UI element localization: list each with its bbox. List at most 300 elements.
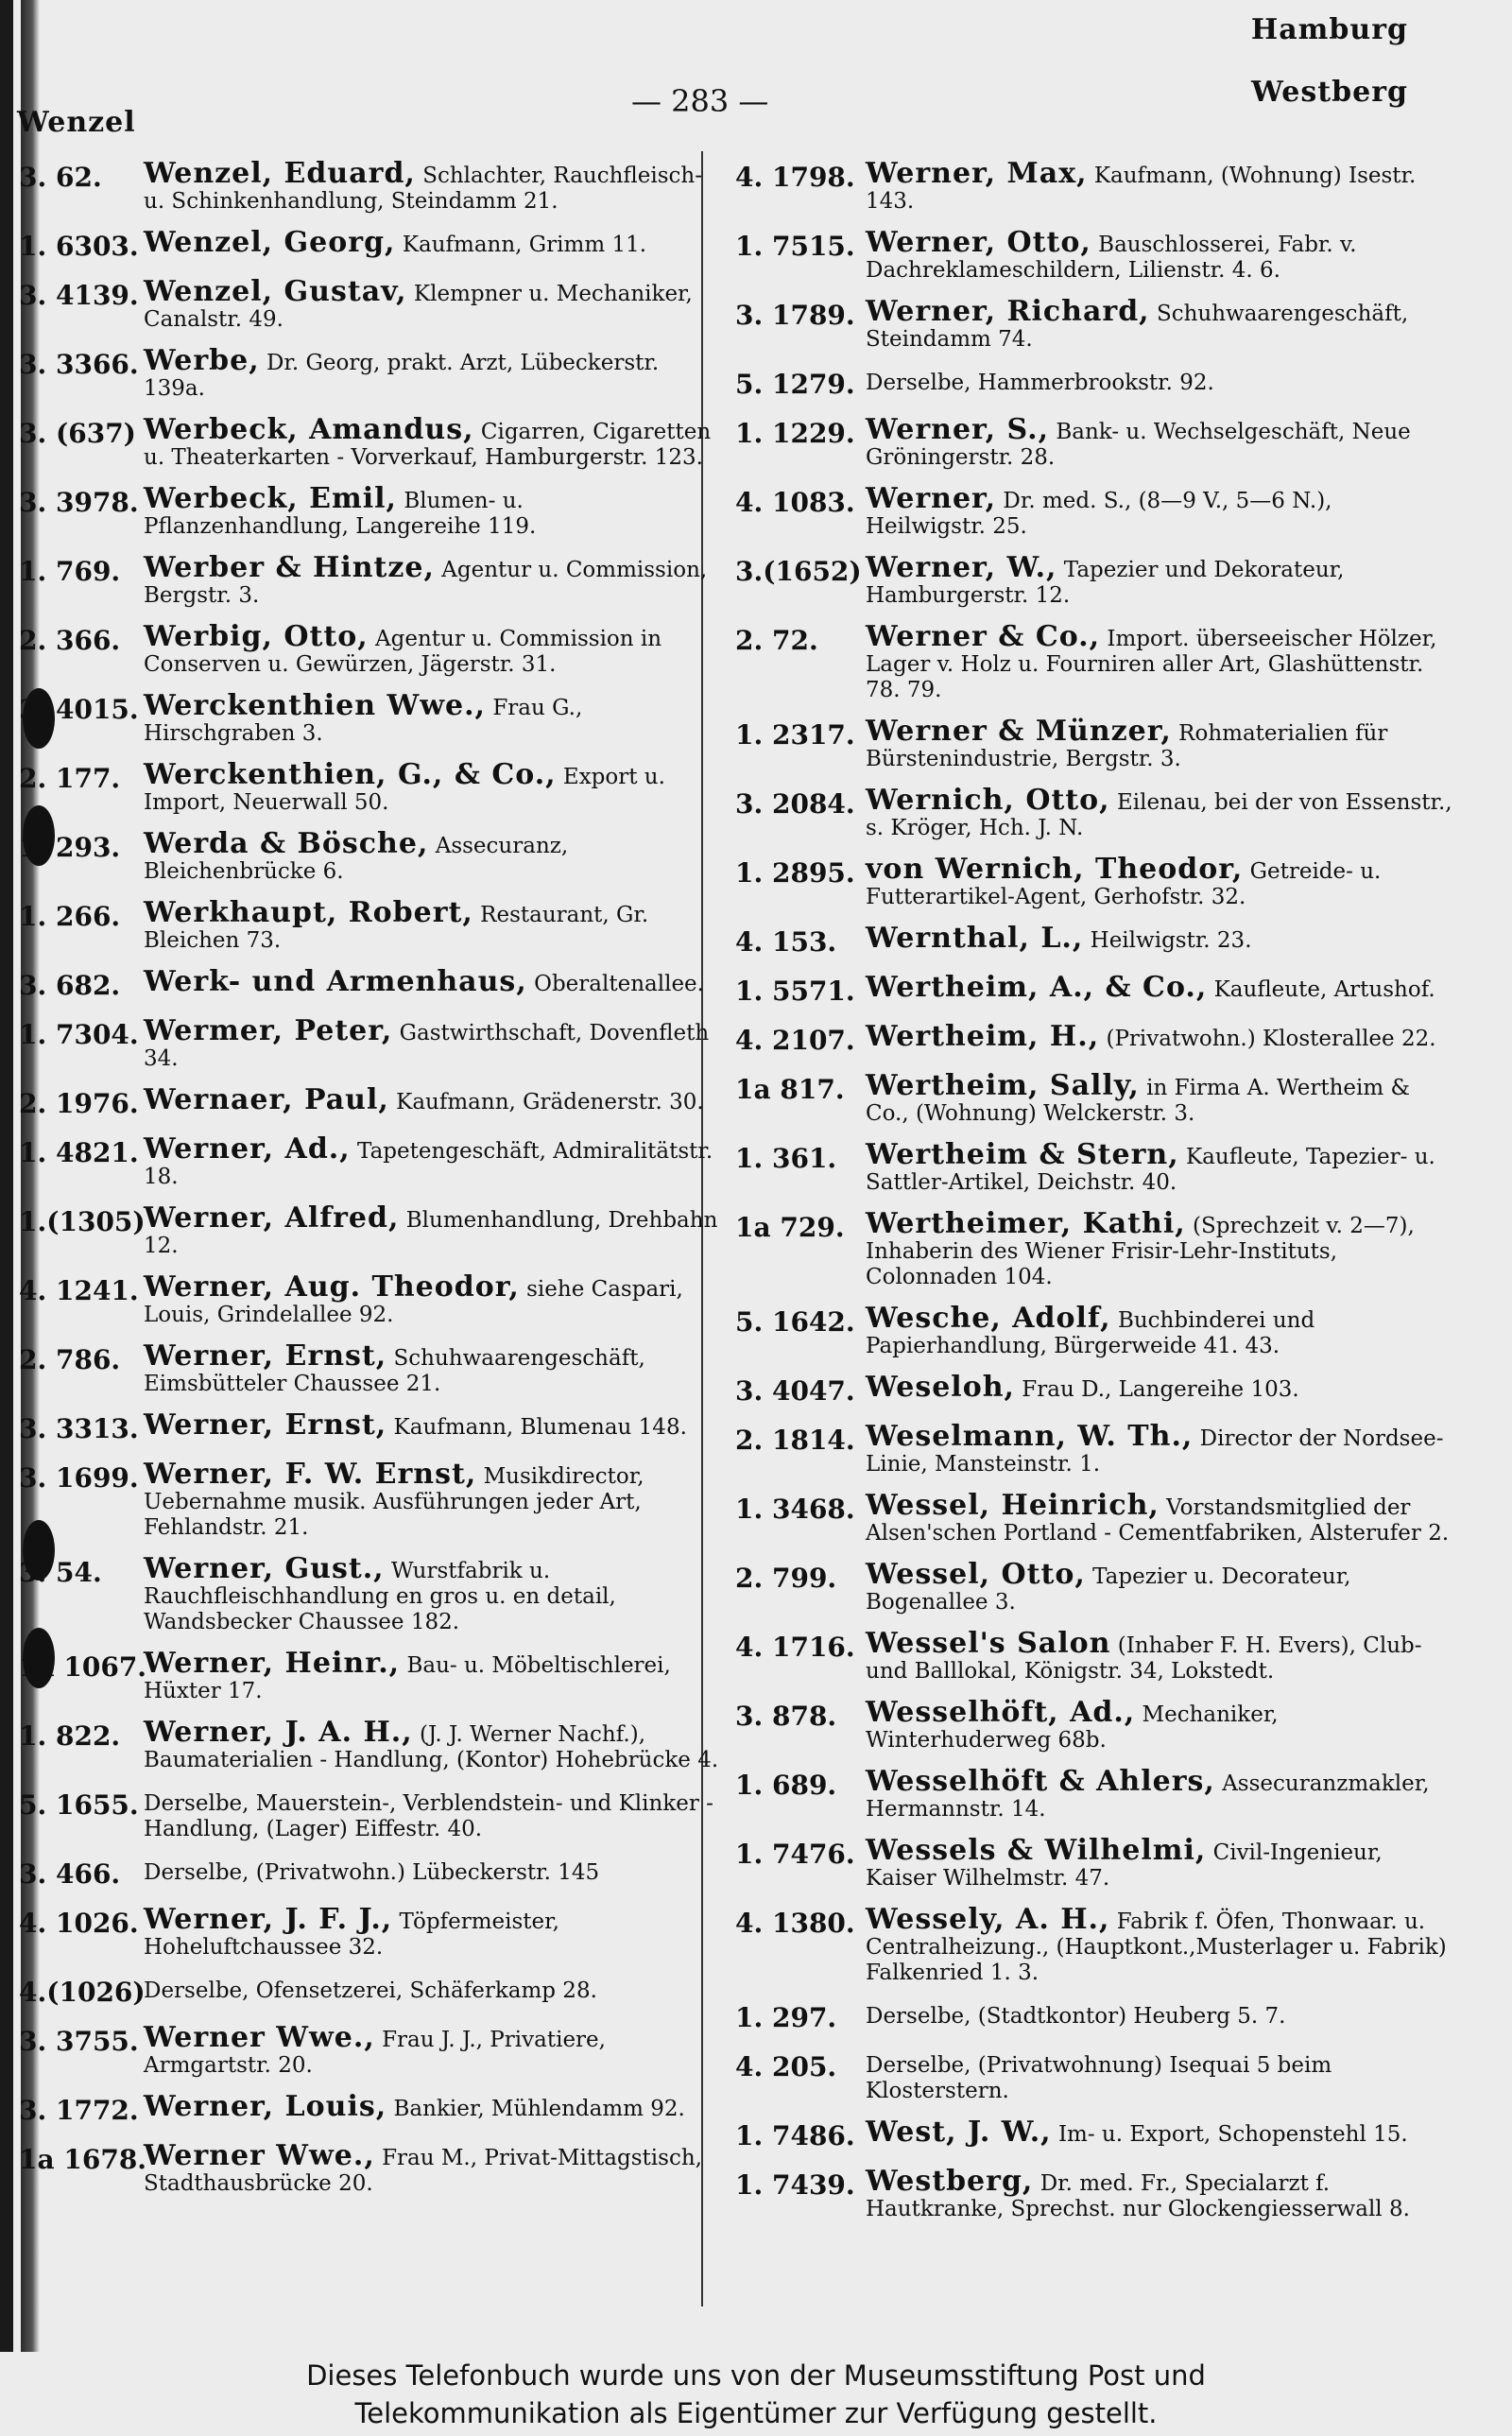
entry-details: Frau M., Privat-Mittagstisch, Stadthausbrücke 20. xyxy=(144,2146,702,2196)
directory-entry xyxy=(735,715,1458,772)
entry-name: Wermer, Peter, xyxy=(144,1014,393,1047)
entry-name: Wenzel, Gustav, xyxy=(144,275,407,308)
directory-entry xyxy=(735,2050,1458,2104)
entry-body xyxy=(144,226,723,259)
entry-number: 3. (637) xyxy=(19,418,136,449)
entry-name: Werckenthien, G., & Co., xyxy=(144,758,557,791)
entry-number: 1. 297. xyxy=(735,2002,837,2033)
entry-number: 3. 62. xyxy=(19,162,102,193)
directory-entry xyxy=(19,827,723,885)
entry-details: Tapezier und Dekorateur, Hamburgerstr. 12. xyxy=(866,558,1345,608)
directory-entry xyxy=(19,689,723,747)
entry-details: Derselbe, Ofensetzerei, Schäferkamp 28. xyxy=(144,1978,597,2003)
entry-name: Werner Wwe., xyxy=(144,2021,375,2054)
entry-details: Frau D., Langereihe 103. xyxy=(1022,1377,1299,1402)
entry-name: Wernthal, L., xyxy=(866,922,1084,955)
entry-number: 3. 1772. xyxy=(19,2095,139,2126)
entry-number: 4. 1083. xyxy=(735,487,855,518)
entry-number: 1. 7476. xyxy=(735,1839,855,1870)
entry-number: 4. 205. xyxy=(735,2051,837,2082)
entry-body xyxy=(144,482,723,540)
entry-number: 1. 3468. xyxy=(735,1494,855,1525)
entry-number: 1a 817. xyxy=(735,1074,845,1105)
entry-name: Wesselhöft & Ahlers, xyxy=(866,1765,1215,1798)
entry-number: 3. 682. xyxy=(19,970,121,1001)
entry-body xyxy=(144,1458,723,1541)
entry-name: Wessel, Otto, xyxy=(866,1558,1086,1591)
entry-body xyxy=(144,2139,723,2197)
entry-body xyxy=(866,482,1458,540)
entry-number: 2. 72. xyxy=(735,625,818,656)
entry-details: Gastwirthschaft, Dovenfleth 34. xyxy=(144,1021,710,1071)
entry-number: 5. 1279. xyxy=(735,369,855,400)
entry-name: Werner, Richard, xyxy=(866,295,1150,328)
directory-entry xyxy=(19,1132,723,1190)
entry-name: Wessels & Wilhelmi, xyxy=(866,1834,1207,1867)
directory-entry xyxy=(19,1552,723,1635)
header-page-number: — 283 — xyxy=(631,83,769,119)
entry-body xyxy=(866,1420,1458,1477)
entry-details: Schlachter, Rauchfleisch- u. Schinkenhandlung, Steindamm 21. xyxy=(144,164,702,214)
entry-number: 1a 1678. xyxy=(19,2144,147,2175)
entry-name: Werbeck, Emil, xyxy=(144,482,397,515)
entry-number: 1. 7515. xyxy=(735,231,855,262)
entry-number: 3. 3366. xyxy=(19,349,139,380)
entry-body xyxy=(866,922,1458,955)
directory-entry xyxy=(735,413,1458,471)
entry-number: 4. 1380. xyxy=(735,1908,855,1939)
entry-name: Werk- und Armenhaus, xyxy=(144,965,527,998)
entry-details: Kaufleute, Tapezier- u. Sattler-Artikel, Deichstr. 40. xyxy=(866,1145,1435,1195)
entry-details: Dr. med. S., (8—9 V., 5—6 N.), Heilwigstr. 25. xyxy=(866,489,1332,539)
directory-entry xyxy=(19,1014,723,1072)
entry-number: 4. 1716. xyxy=(735,1632,855,1663)
directory-entry xyxy=(19,275,723,333)
entry-body xyxy=(866,1138,1458,1196)
entry-name: Werner, Ernst, xyxy=(144,1408,387,1442)
entry-number: 4. 1241. xyxy=(19,1275,139,1306)
entry-number: 1. 293. xyxy=(19,832,121,863)
entry-body xyxy=(866,620,1458,703)
entry-details: Derselbe, Mauerstein-, Verblendstein- und Klinker - Handlung, (Lager) Eiffestr. 40. xyxy=(144,1791,713,1841)
entry-body xyxy=(866,1627,1458,1684)
directory-entry xyxy=(19,896,723,954)
entry-details: Bank- u. Wechselgeschäft, Neue Gröningerstr. 28. xyxy=(866,420,1411,470)
entry-body xyxy=(866,368,1458,396)
entry-details: Dr. Georg, prakt. Arzt, Lübeckerstr. 139a. xyxy=(144,351,660,401)
footer-line-1: Dieses Telefonbuch wurde uns von der Museumsstiftung Post und xyxy=(306,2358,1206,2392)
entry-name: Wenzel, Eduard, xyxy=(144,157,416,190)
entry-details: Kaufmann, Grädenerstr. 30. xyxy=(396,1090,704,1114)
entry-number: 3. 3313. xyxy=(19,1413,139,1444)
directory-entry xyxy=(19,1458,723,1541)
left-column xyxy=(19,157,723,2212)
directory-entry xyxy=(19,1201,723,1259)
entry-name: West, J. W., xyxy=(866,2116,1052,2149)
entry-number: 1. 2895. xyxy=(735,857,855,889)
entry-number: 1. 7439. xyxy=(735,2169,855,2201)
directory-entry xyxy=(19,1976,723,2010)
directory-entry xyxy=(735,368,1458,402)
entry-name: Werner, Heinr., xyxy=(144,1647,401,1680)
entry-number: 1. 7486. xyxy=(735,2120,855,2151)
entry-details: Civil-Ingenieur, Kaiser Wilhelmstr. 47. xyxy=(866,1840,1383,1891)
entry-details: Derselbe, (Stadtkontor) Heuberg 5. 7. xyxy=(866,2004,1286,2029)
entry-body xyxy=(144,1408,723,1442)
entry-number: 2. 786. xyxy=(19,1344,121,1375)
directory-entry xyxy=(19,344,723,402)
entry-name: Werber & Hintze, xyxy=(144,551,435,584)
entry-details: Kaufmann, Grimm 11. xyxy=(402,233,647,257)
entry-details: Im- u. Export, Schopenstehl 15. xyxy=(1057,2122,1408,2147)
entry-details: Kaufmann, (Wohnung) Isestr. 143. xyxy=(866,164,1417,214)
entry-details: (Privatwohn.) Klosterallee 22. xyxy=(1106,1027,1436,1051)
entry-body xyxy=(866,1069,1458,1127)
entry-name: Werda & Bösche, xyxy=(144,827,429,860)
entry-number: 1. 4821. xyxy=(19,1137,139,1168)
entry-number: 1. 822. xyxy=(19,1720,121,1752)
entry-name: Werner, Louis, xyxy=(144,2090,387,2123)
entry-body xyxy=(144,551,723,609)
entry-number: 5. 1655. xyxy=(19,1789,139,1821)
entry-details: Derselbe, Hammerbrookstr. 92. xyxy=(866,371,1214,395)
entry-number: 4. 1798. xyxy=(735,162,855,193)
directory-entry xyxy=(19,1408,723,1446)
entry-name: Wertheimer, Kathi, xyxy=(866,1207,1186,1240)
directory-entry xyxy=(735,2165,1458,2222)
entry-name: Werner & Co., xyxy=(866,620,1101,653)
entry-body xyxy=(866,2116,1458,2149)
entry-body xyxy=(866,1558,1458,1615)
entry-details: Vorstandsmitglied der Alsen'schen Portland - Cementfabriken, Alsterufer 2. xyxy=(866,1495,1450,1546)
entry-name: Werner, J. F. J., xyxy=(144,1903,393,1936)
directory-entry xyxy=(19,1083,723,1121)
entry-number: 4.(1026) xyxy=(19,1977,146,2008)
entry-details: Buchbinderei und Papierhandlung, Bürgerweide 41. 43. xyxy=(866,1308,1315,1358)
directory-entry xyxy=(735,2001,1458,2035)
entry-name: Werner, Ad., xyxy=(144,1132,351,1166)
entry-details: Mechaniker, Winterhuderweg 68b. xyxy=(866,1702,1279,1753)
directory-entry xyxy=(19,1788,723,1842)
entry-name: Werner, F. W. Ernst, xyxy=(144,1458,477,1491)
entry-name: Werbeck, Amandus, xyxy=(144,413,474,446)
entry-body xyxy=(866,1903,1458,1986)
directory-entry xyxy=(735,853,1458,910)
entry-number: 4. 2107. xyxy=(735,1025,855,1056)
entry-number: 3. 2084. xyxy=(735,788,855,820)
entry-name: Werner, Gust., xyxy=(144,1552,385,1585)
entry-name: Wenzel, Georg, xyxy=(144,226,396,259)
directory-entry xyxy=(735,157,1458,215)
entry-name: Wertheim, A., & Co., xyxy=(866,971,1208,1004)
entry-body xyxy=(866,971,1458,1004)
entry-number: 3. 3755. xyxy=(19,2026,139,2057)
entry-number: 1. 7304. xyxy=(19,1019,139,1050)
header-first-name: Wenzel xyxy=(17,106,136,139)
entry-number: 1. 6303. xyxy=(19,231,139,262)
entry-name: Wertheim, Sally, xyxy=(866,1069,1140,1102)
entry-details: Getreide- u. Futterartikel-Agent, Gerhofstr. 32. xyxy=(866,859,1382,909)
entry-number: 2. 1814. xyxy=(735,1425,855,1456)
entry-body xyxy=(144,1788,723,1842)
directory-entry xyxy=(735,971,1458,1009)
entry-body xyxy=(866,1765,1458,1823)
entry-details: Bauschlosserei, Fabr. v. Dachreklameschildern, Lilienstr. 4. 6. xyxy=(866,233,1357,283)
entry-body xyxy=(866,715,1458,772)
entry-name: Wernich, Otto, xyxy=(866,784,1110,817)
entry-details: Assecuranz, Bleichenbrücke 6. xyxy=(144,834,569,884)
entry-details: Tapezier u. Decorateur, Bogenallee 3. xyxy=(866,1564,1351,1615)
directory-entry xyxy=(735,1903,1458,1986)
entry-name: Weselmann, W. Th., xyxy=(866,1420,1194,1453)
directory-entry xyxy=(735,1207,1458,1290)
entry-body xyxy=(144,1976,723,2004)
header-last-name: Westberg xyxy=(1251,76,1408,109)
entry-name: Wesselhöft, Ad., xyxy=(866,1696,1136,1729)
directory-entry xyxy=(735,1069,1458,1127)
entry-name: Wertheim & Stern, xyxy=(866,1138,1179,1171)
directory-entry xyxy=(19,551,723,609)
entry-details: Tapetengeschäft, Admiralitätstr. 18. xyxy=(144,1139,713,1189)
entry-body xyxy=(144,157,723,215)
directory-entry xyxy=(735,1834,1458,1892)
entry-details: siehe Caspari, Louis, Grindelallee 92. xyxy=(144,1277,683,1327)
entry-number: 2. 177. xyxy=(19,763,121,794)
entry-details: Bau- u. Möbeltischlerei, Hüxter 17. xyxy=(144,1653,671,1703)
entry-number: 1. 361. xyxy=(735,1143,837,1174)
entry-body xyxy=(144,1201,723,1259)
entry-body xyxy=(866,157,1458,215)
entry-body xyxy=(144,689,723,747)
directory-entry xyxy=(735,1627,1458,1684)
entry-body xyxy=(866,1371,1458,1404)
entry-details: Export u. Import, Neuerwall 50. xyxy=(144,765,665,815)
entry-number: 3. 1789. xyxy=(735,300,855,331)
entry-body xyxy=(144,896,723,954)
entry-body xyxy=(144,275,723,333)
entry-body xyxy=(144,1903,723,1961)
entry-name: Werner, Alfred, xyxy=(144,1201,400,1235)
directory-entry xyxy=(735,226,1458,284)
directory-entry xyxy=(19,2021,723,2079)
entry-body xyxy=(144,1552,723,1635)
entry-details: Heilwigstr. 23. xyxy=(1090,928,1252,953)
entry-name: Werbig, Otto, xyxy=(144,620,369,653)
entry-name: Wertheim, H., xyxy=(866,1020,1100,1053)
entry-name: Wessel's Salon xyxy=(866,1627,1111,1660)
directory-entry xyxy=(735,1765,1458,1823)
entry-name: Werner, Max, xyxy=(866,157,1088,190)
entry-number: 1. 2317. xyxy=(735,719,855,751)
directory-entry xyxy=(19,1647,723,1704)
entry-details: Schuhwaarengeschäft, Eimsbütteler Chaussee 21. xyxy=(144,1346,645,1396)
directory-entry xyxy=(735,784,1458,841)
entry-number: 1. 769. xyxy=(19,556,121,587)
directory-entry xyxy=(19,2090,723,2128)
entry-number: 1. 1229. xyxy=(735,418,855,449)
entry-body xyxy=(144,827,723,885)
entry-body xyxy=(144,413,723,471)
directory-entry xyxy=(19,413,723,471)
entry-number: 1. 689. xyxy=(735,1770,837,1801)
entry-number: 3. 3978. xyxy=(19,487,139,518)
entry-number: 1. 266. xyxy=(19,901,121,932)
entry-number: 1.(1305) xyxy=(19,1206,146,1237)
entry-number: 1a 729. xyxy=(735,1212,845,1243)
entry-details: (J. J. Werner Nachf.), Baumaterialien - Handlung, (Kontor) Hohebrücke 4. xyxy=(144,1722,719,1772)
entry-name: von Wernich, Theodor, xyxy=(866,853,1244,886)
entry-name: Werner, S., xyxy=(866,413,1050,446)
entry-name: Wesche, Adolf, xyxy=(866,1302,1111,1335)
entry-body xyxy=(144,2090,723,2123)
entry-body xyxy=(866,2165,1458,2222)
entry-details: (Sprechzeit v. 2—7), Inhaberin des Wiener Frisir-Lehr-Instituts, Colonnaden 104. xyxy=(866,1214,1415,1289)
entry-body xyxy=(144,1083,723,1116)
directory-entry xyxy=(735,620,1458,703)
entry-name: Werner, Otto, xyxy=(866,226,1091,259)
directory-entry xyxy=(735,2116,1458,2153)
entry-details: Director der Nordsee-Linie, Mansteinstr. 1. xyxy=(866,1426,1444,1477)
entry-number: 3. 4015. xyxy=(19,694,139,725)
entry-details: Schuhwaarengeschäft, Steindamm 74. xyxy=(866,302,1409,352)
entry-name: Werbe, xyxy=(144,344,260,377)
entry-name: Werkhaupt, Robert, xyxy=(144,896,473,929)
directory-entry xyxy=(19,2139,723,2197)
entry-number: 3. 878. xyxy=(735,1701,837,1732)
directory-entry xyxy=(735,1420,1458,1477)
entry-name: Weseloh, xyxy=(866,1371,1015,1404)
directory-entry xyxy=(735,1489,1458,1546)
entry-body xyxy=(866,1302,1458,1359)
entry-number: 2. 799. xyxy=(735,1563,837,1594)
entry-details: Blumen- u. Pflanzenhandlung, Langereihe 119. xyxy=(144,489,537,539)
entry-details: Dr. med. Fr., Specialarzt f. Hautkranke, Sprechst. nur Glockengiesserwall 8. xyxy=(866,2171,1410,2221)
entry-details: Rohmaterialien für Bürstenindustrie, Bergstr. 3. xyxy=(866,721,1388,771)
entry-details: in Firma A. Wertheim & Co., (Wohnung) Welckerstr. 3. xyxy=(866,1076,1410,1126)
entry-name: Wessel, Heinrich, xyxy=(866,1489,1160,1522)
entry-name: Werner & Münzer, xyxy=(866,715,1172,748)
directory-entry xyxy=(19,226,723,264)
directory-entry xyxy=(735,1696,1458,1754)
directory-entry xyxy=(19,620,723,678)
entry-details: Frau G., Hirschgraben 3. xyxy=(144,696,583,746)
entry-details: Musikdirector, Uebernahme musik. Ausführungen jeder Art, Fehlandstr. 21. xyxy=(144,1464,644,1540)
entry-body xyxy=(866,226,1458,284)
entry-name: Werckenthien Wwe., xyxy=(144,689,486,722)
entry-details: Fabrik f. Öfen, Thonwaar. u. Centralheizung., (Hauptkont.,Musterlager u. Fabrik) Falkenried 1. 3. xyxy=(866,1909,1447,1985)
entry-body xyxy=(866,1489,1458,1546)
entry-number: 3. 4047. xyxy=(735,1375,855,1407)
entry-number: 3. 466. xyxy=(19,1858,121,1890)
entry-name: Wernaer, Paul, xyxy=(144,1083,389,1116)
entry-details: Wurstfabrik u. Rauchfleischhandlung en gros u. en detail, Wandsbecker Chaussee 182. xyxy=(144,1559,616,1634)
entry-name: Werner, W., xyxy=(866,551,1057,584)
directory-entry xyxy=(735,295,1458,353)
entry-number: 4. 1026. xyxy=(19,1908,139,1939)
entry-body xyxy=(144,2021,723,2079)
entry-name: Westberg, xyxy=(866,2165,1034,2198)
entry-details: Kaufmann, Blumenau 148. xyxy=(393,1415,687,1440)
entry-details: Derselbe, (Privatwohnung) Isequai 5 beim Klosterstern. xyxy=(866,2053,1332,2103)
entry-body xyxy=(866,1020,1458,1053)
entry-body xyxy=(866,1834,1458,1892)
directory-entry xyxy=(19,758,723,816)
entry-body xyxy=(144,1339,723,1397)
entry-details: (Inhaber F. H. Evers), Club- und Balllokal, Königstr. 34, Lokstedt. xyxy=(866,1633,1422,1684)
entry-details: Kaufleute, Artushof. xyxy=(1213,977,1435,1002)
directory-entry xyxy=(19,482,723,540)
entry-number: 3. 4139. xyxy=(19,280,139,311)
directory-entry xyxy=(735,482,1458,540)
entry-details: Oberaltenallee. xyxy=(534,972,704,996)
entry-body xyxy=(866,413,1458,471)
entry-number: 4. 153. xyxy=(735,926,837,958)
entry-details: Frau J. J., Privatiere, Armgartstr. 20. xyxy=(144,2028,606,2078)
entry-details: Agentur u. Commission in Conserven u. Gewürzen, Jägerstr. 31. xyxy=(144,627,662,677)
directory-entry xyxy=(19,1270,723,1328)
entry-body xyxy=(866,295,1458,353)
entry-body xyxy=(866,784,1458,841)
directory-entry xyxy=(735,1558,1458,1615)
entry-number: 1a 1067. xyxy=(19,1651,147,1683)
directory-entry xyxy=(19,157,723,215)
entry-body xyxy=(866,2050,1458,2104)
entry-details: Derselbe, (Privatwohn.) Lübeckerstr. 145 xyxy=(144,1860,600,1885)
entry-number: 3. 54. xyxy=(19,1557,102,1588)
page-binding-edge xyxy=(0,0,13,2352)
entry-number: 5. 1642. xyxy=(735,1306,855,1338)
entry-name: Werner, xyxy=(866,482,997,515)
entry-number: 3.(1652) xyxy=(735,556,862,587)
entry-body xyxy=(144,1270,723,1328)
entry-name: Werner, Aug. Theodor, xyxy=(144,1270,520,1304)
entry-details: Restaurant, Gr. Bleichen 73. xyxy=(144,903,649,953)
entry-number: 2. 1976. xyxy=(19,1088,139,1119)
entry-details: Bankier, Mühlendamm 92. xyxy=(393,2097,685,2121)
directory-entry xyxy=(735,1302,1458,1359)
entry-number: 2. 366. xyxy=(19,625,121,656)
entry-body xyxy=(866,2001,1458,2030)
footer-line-2: Telekommunikation als Eigentümer zur Verfügung gestellt. xyxy=(354,2396,1158,2429)
entry-details: Agentur u. Commission, Bergstr. 3. xyxy=(144,558,708,608)
entry-body xyxy=(144,758,723,816)
entry-body xyxy=(144,965,723,998)
entry-details: Töpfermeister, Hoheluftchaussee 32. xyxy=(144,1909,559,1960)
directory-entry xyxy=(735,551,1458,609)
entry-details: Cigarren, Cigaretten u. Theaterkarten - Vorverkauf, Hamburgerstr. 123. xyxy=(144,420,712,470)
directory-entry xyxy=(19,1857,723,1892)
directory-entry xyxy=(19,965,723,1003)
right-column xyxy=(735,157,1458,2237)
directory-entry xyxy=(735,1138,1458,1196)
directory-entry xyxy=(19,1716,723,1773)
directory-entry xyxy=(19,1903,723,1961)
entry-details: Import. überseeischer Hölzer, Lager v. Holz u. Fourniren aller Art, Glashüttenstr. 78. 79. xyxy=(866,627,1437,702)
entry-number: 3. 1699. xyxy=(19,1462,139,1494)
entry-name: Wessely, A. H., xyxy=(866,1903,1110,1936)
entry-details: Klempner u. Mechaniker, Canalstr. 49. xyxy=(144,282,693,332)
directory-entry xyxy=(735,1371,1458,1408)
entry-body xyxy=(144,1647,723,1704)
entry-body xyxy=(144,344,723,402)
directory-entry xyxy=(19,1339,723,1397)
directory-entry xyxy=(735,922,1458,959)
entry-details: Blumenhandlung, Drehbahn 12. xyxy=(144,1208,718,1258)
entry-name: Werner Wwe., xyxy=(144,2139,375,2172)
entry-body xyxy=(866,853,1458,910)
header-city: Hamburg xyxy=(1250,13,1408,46)
entry-body xyxy=(866,551,1458,609)
